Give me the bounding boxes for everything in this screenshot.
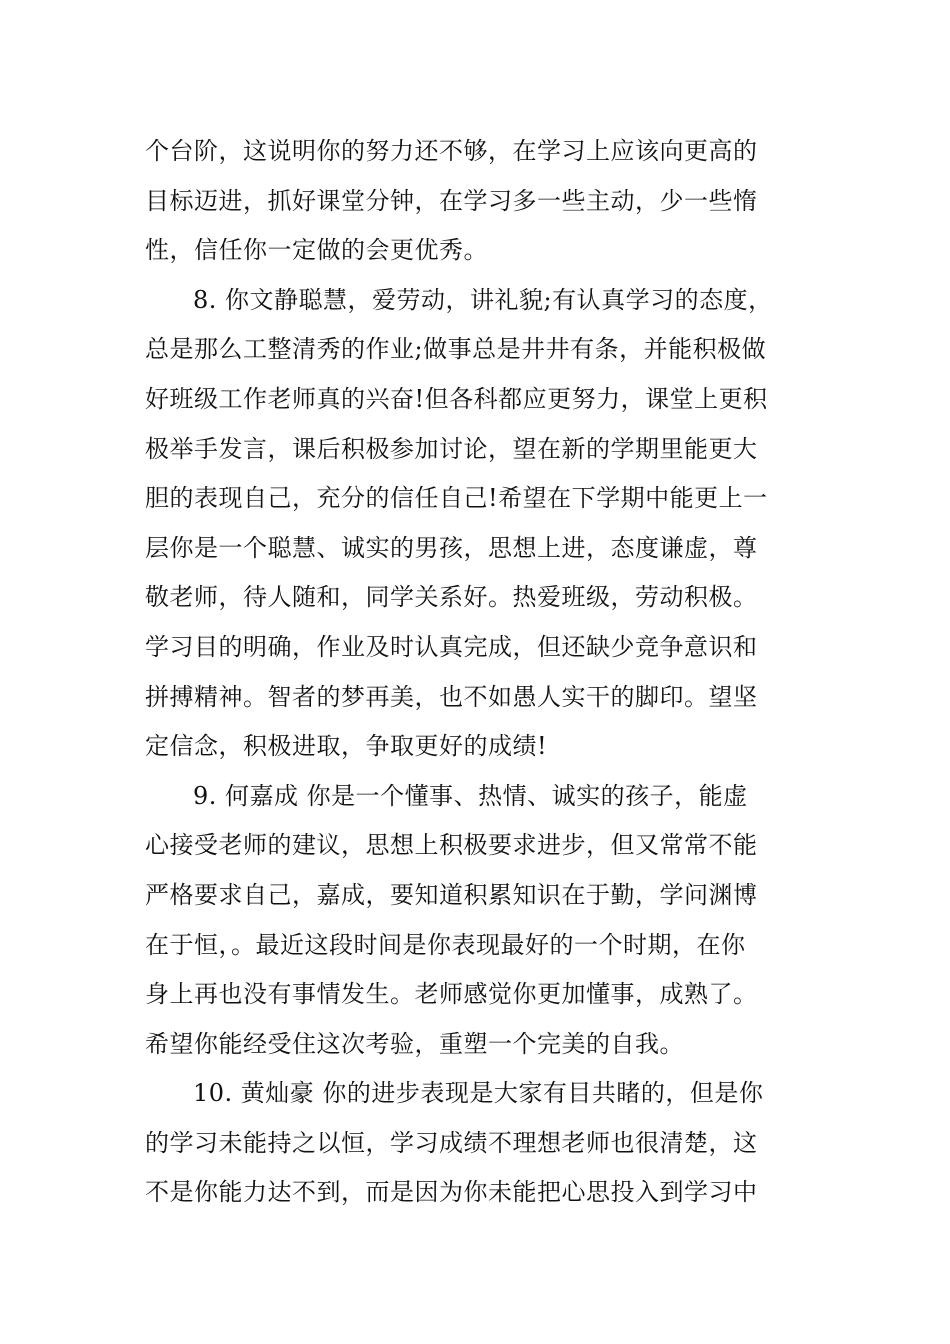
text-line: 定信念，积极进取，争取更好的成绩! <box>145 732 548 761</box>
text-line: 9. 何嘉成 你是一个懂事、热情、诚实的孩子，能虚 <box>193 781 748 810</box>
text-line: 拼搏精神。智者的梦再美，也不如愚人实干的脚印。望坚 <box>145 682 758 711</box>
text-line: 层你是一个聪慧、诚实的男孩，思想上进，态度谦虚，尊 <box>145 533 758 562</box>
document-body <box>145 127 815 1218</box>
text-line: 身上再也没有事情发生。老师感觉你更加懂事，成熟了。 <box>145 980 758 1009</box>
text-line: 8. 你文静聪慧，爱劳动，讲礼貌;有认真学习的态度， <box>193 285 773 314</box>
text-line: 总是那么工整清秀的作业;做事总是井井有条，并能积极做 <box>145 335 767 364</box>
text-line: 敬老师，待人随和，同学关系好。热爱班级，劳动积极。 <box>145 583 758 612</box>
text-line: 学习目的明确，作业及时认真完成，但还缺少竞争意识和 <box>145 632 758 661</box>
text-line: 希望你能经受住这次考验，重塑一个完美的自我。 <box>145 1029 684 1058</box>
text-line: 10. 黄灿豪 你的进步表现是大家有目共睹的，但是你 <box>193 1079 764 1108</box>
text-line: 好班级工作老师真的兴奋!但各科都应更努力，课堂上更积 <box>145 384 768 413</box>
text-line: 胆的表现自己，充分的信任自己!希望在下学期中能更上一 <box>145 484 768 513</box>
text-line: 目标迈进，抓好课堂分钟，在学习多一些主动，少一些惰 <box>145 186 758 215</box>
text-line: 心接受老师的建议，思想上积极要求进步，但又常常不能 <box>145 831 758 860</box>
text-line: 在于恒，。最近这段时间是你表现最好的一个时期，在你 <box>145 930 746 959</box>
text-line: 个台阶，这说明你的努力还不够，在学习上应该向更高的 <box>145 137 758 165</box>
text-line: 严格要求自己，嘉成，要知道积累知识在于勤，学问渊博 <box>145 880 758 909</box>
text-line: 极举手发言，课后积极参加讨论，望在新的学期里能更大 <box>145 434 758 463</box>
text-line: 的学习未能持之以恒，学习成绩不理想老师也很清楚，这 <box>145 1128 758 1157</box>
text-line: 不是你能力达不到，而是因为你未能把心思投入到学习中 <box>145 1178 758 1207</box>
text-line: 性，信任你一定做的会更优秀。 <box>145 236 488 265</box>
